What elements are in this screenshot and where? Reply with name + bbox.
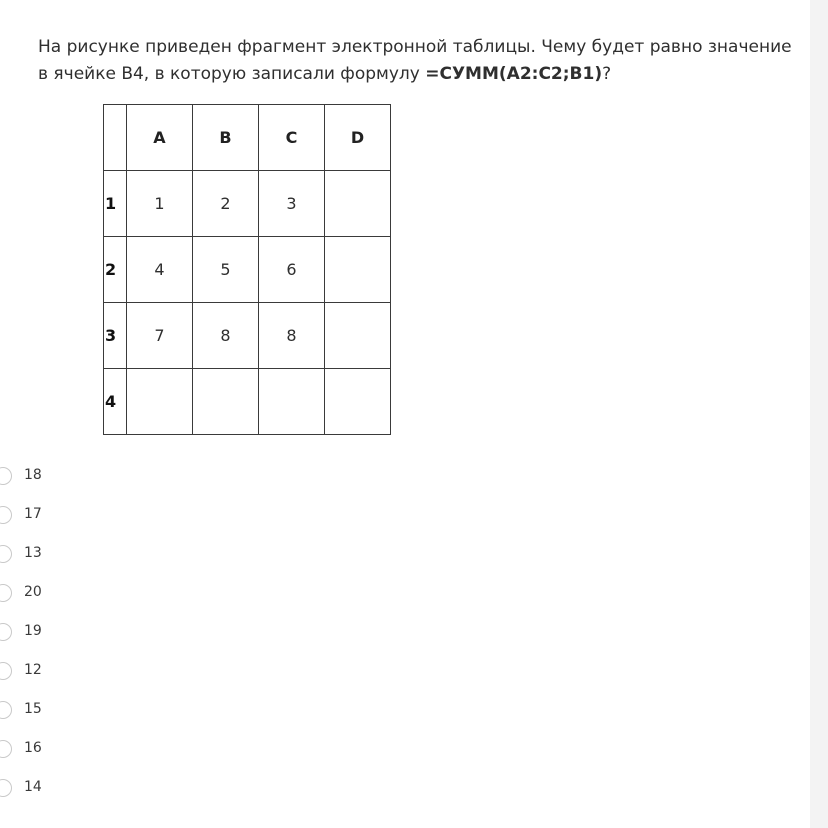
answer-option-label[interactable]: 17 [24, 506, 42, 522]
cell-b2: 5 [193, 237, 259, 303]
answer-option[interactable] [0, 495, 200, 534]
cell-c3: 8 [259, 303, 325, 369]
answer-options [0, 456, 200, 807]
answer-option-label[interactable]: 16 [24, 740, 42, 756]
radio-button[interactable] [0, 467, 12, 485]
cell-b3: 8 [193, 303, 259, 369]
answer-option-label[interactable]: 13 [24, 545, 42, 561]
answer-option[interactable] [0, 534, 200, 573]
answer-option-label[interactable]: 19 [24, 623, 42, 639]
radio-button[interactable] [0, 584, 12, 602]
cell-b1: 2 [193, 171, 259, 237]
cell-c1: 3 [259, 171, 325, 237]
radio-button[interactable] [0, 623, 12, 641]
radio-button[interactable] [0, 506, 12, 524]
answer-option-label[interactable]: 12 [24, 662, 42, 678]
right-edge-panel [810, 0, 828, 828]
answer-option-label[interactable]: 15 [24, 701, 42, 717]
row-header: 1 [104, 171, 127, 237]
table-row-4 [104, 369, 391, 435]
radio-button[interactable] [0, 701, 12, 719]
cell-a1: 1 [127, 171, 193, 237]
question-suffix: ? [602, 64, 612, 84]
radio-button[interactable] [0, 662, 12, 680]
question-formula: =СУММ(A2:C2;B1) [425, 64, 603, 84]
radio-button[interactable] [0, 545, 12, 563]
answer-option-label[interactable]: 18 [24, 467, 42, 483]
table-row-2 [104, 237, 391, 303]
answer-option-label[interactable]: 14 [24, 779, 42, 795]
radio-button[interactable] [0, 740, 12, 758]
cell-a4 [127, 369, 193, 435]
answer-option[interactable] [0, 690, 200, 729]
row-header: 3 [104, 303, 127, 369]
answer-option[interactable] [0, 768, 200, 807]
answer-option[interactable] [0, 456, 200, 495]
column-header-b: B [193, 105, 259, 171]
row-header: 2 [104, 237, 127, 303]
table-row-3 [104, 303, 391, 369]
cell-a3: 7 [127, 303, 193, 369]
cell-b4 [193, 369, 259, 435]
column-header-a: A [127, 105, 193, 171]
answer-option[interactable] [0, 612, 200, 651]
question-body: На рисунке приведен фрагмент электронной таблицы. Чему будет равно значение в ячейке B4, в которую записали формулу [38, 37, 792, 84]
question-text [38, 34, 803, 88]
cell-d3 [325, 303, 391, 369]
cell-d2 [325, 237, 391, 303]
cell-a2: 4 [127, 237, 193, 303]
table-header-row [104, 105, 391, 171]
spreadsheet-fragment [103, 104, 391, 435]
answer-option[interactable] [0, 573, 200, 612]
answer-option[interactable] [0, 729, 200, 768]
answer-option-label[interactable]: 20 [24, 584, 42, 600]
cell-c2: 6 [259, 237, 325, 303]
column-header-d: D [325, 105, 391, 171]
cell-d4 [325, 369, 391, 435]
cell-c4 [259, 369, 325, 435]
table-row-1 [104, 171, 391, 237]
column-header-c: C [259, 105, 325, 171]
cell-d1 [325, 171, 391, 237]
answer-option[interactable] [0, 651, 200, 690]
corner-cell [104, 105, 127, 171]
radio-button[interactable] [0, 779, 12, 797]
row-header: 4 [104, 369, 127, 435]
